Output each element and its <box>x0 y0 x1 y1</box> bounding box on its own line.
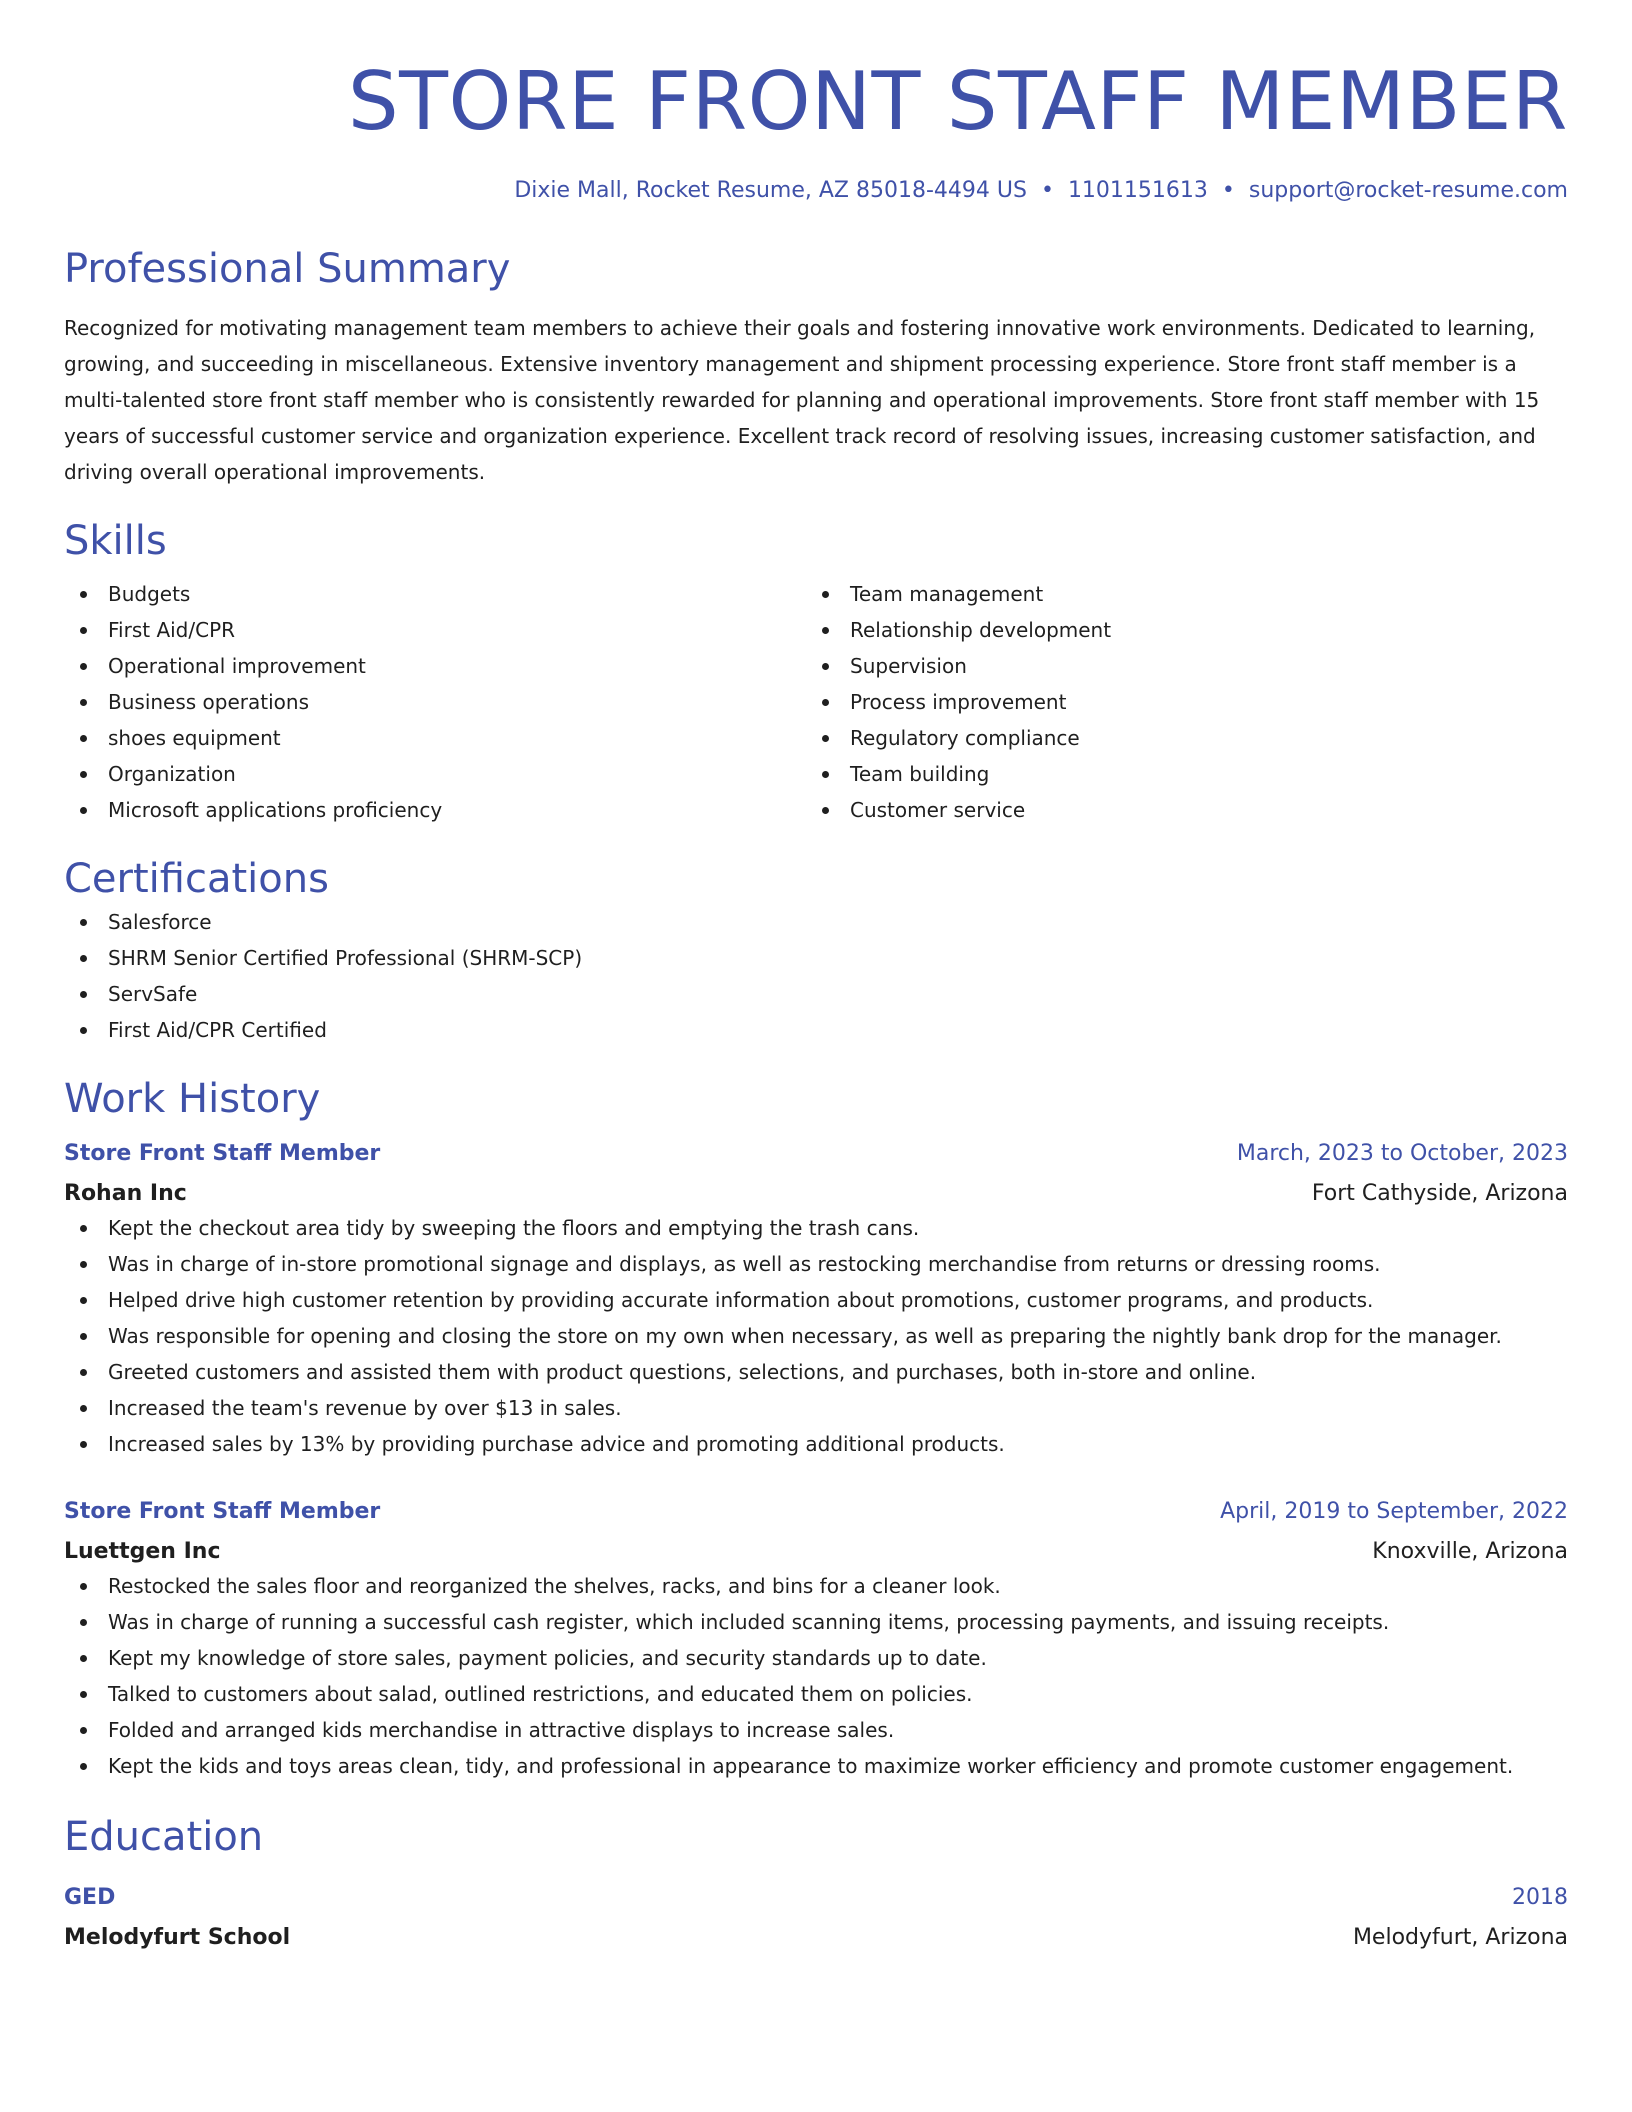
job-entry <box>64 1138 1568 1462</box>
candidate-name: STORE FRONT STAFF MEMBER <box>347 55 1568 148</box>
education-section <box>64 1812 1568 1954</box>
school-location: Melodyfurt, Arizona <box>1352 1925 1568 1950</box>
skills-list <box>806 576 1548 828</box>
job-location: Knoxville, Arizona <box>1372 1539 1568 1564</box>
skills-grid <box>64 576 1568 828</box>
skill-item: Budgets <box>64 576 806 612</box>
skill-item: Organization <box>64 756 806 792</box>
job-dates: April, 2019 to September, 2022 <box>1220 1499 1568 1524</box>
skill-item: Microsoft applications proficiency <box>64 792 806 828</box>
job-duty-item: Helped drive high customer retention by providing accurate information about promotions, customer programs, and products. <box>64 1282 1568 1318</box>
job-company-row <box>64 1528 1568 1568</box>
job-duty-item: Increased sales by 13% by providing purchase advice and promoting additional products. <box>64 1426 1568 1462</box>
certifications-section <box>64 854 1568 1048</box>
education-school-row <box>64 1914 1568 1954</box>
job-duty-item: Greeted customers and assisted them with product questions, selections, and purchases, both in-store and online. <box>64 1354 1568 1390</box>
separator-dot: • <box>1040 178 1054 203</box>
separator-dot: • <box>1221 178 1235 203</box>
skill-item: Relationship development <box>806 612 1548 648</box>
job-duties-list <box>64 1568 1568 1784</box>
skill-item: First Aid/CPR <box>64 612 806 648</box>
certification-item: First Aid/CPR Certified <box>64 1012 1568 1048</box>
skills-section <box>64 516 1568 828</box>
degree-name: GED <box>64 1885 116 1910</box>
skill-item: Regulatory compliance <box>806 720 1548 756</box>
certification-item: ServSafe <box>64 976 1568 1012</box>
education-heading: Education <box>64 1814 264 1860</box>
job-duty-item: Folded and arranged kids merchandise in attractive displays to increase sales. <box>64 1712 1568 1748</box>
skill-item: Supervision <box>806 648 1548 684</box>
certification-item: SHRM Senior Certified Professional (SHRM-SCP) <box>64 940 1568 976</box>
job-dates: March, 2023 to October, 2023 <box>1236 1141 1568 1166</box>
skill-item: Business operations <box>64 684 806 720</box>
skills-list <box>64 576 806 828</box>
job-duty-item: Kept my knowledge of store sales, payment policies, and security standards up to date. <box>64 1640 1568 1676</box>
job-entry <box>64 1496 1568 1784</box>
contact-line <box>64 176 1568 206</box>
job-header-row <box>64 1138 1568 1170</box>
job-duty-item: Was in charge of running a successful cash register, which included scanning items, processing payments, and issuing receipts. <box>64 1604 1568 1640</box>
job-duty-item: Kept the checkout area tidy by sweeping the floors and emptying the trash cans. <box>64 1210 1568 1246</box>
job-header-row <box>64 1496 1568 1528</box>
skill-item: Customer service <box>806 792 1548 828</box>
job-duty-item: Was responsible for opening and closing the store on my own when necessary, as well as preparing the nightly bank drop for the manager. <box>64 1318 1568 1354</box>
job-duty-item: Restocked the sales floor and reorganized the shelves, racks, and bins for a cleaner look. <box>64 1568 1568 1604</box>
work-history-heading: Work History <box>64 1076 321 1122</box>
education-entry <box>64 1882 1568 1954</box>
job-duty-item: Was in charge of in-store promotional signage and displays, as well as restocking merchandise from returns or dressing rooms. <box>64 1246 1568 1282</box>
summary-text: Recognized for motivating management team members to achieve their goals and fostering innovative work environments. Dedicated to learning, growing, and succeeding in miscellaneous. Extensive inventory management and shipment processing experience. Store front staff member is a multi-talented store front staff member who is consistently rewarded for planning and operational improvements. Store front staff member with 15 years of successful customer service and organization experience. Excellent track record of resolving issues, increasing customer satisfaction, and driving overall operational improvements. <box>64 316 1540 484</box>
phone-text: 1101151613 <box>1067 178 1208 203</box>
certification-item: Salesforce <box>64 904 1568 940</box>
skills-column-right <box>806 576 1548 828</box>
certifications-heading: Certifications <box>64 856 329 902</box>
job-duty-item: Kept the kids and toys areas clean, tidy, and professional in appearance to maximize worker efficiency and promote customer engagement. <box>64 1748 1568 1784</box>
address-text: Dixie Mall, Rocket Resume, AZ 85018-4494 US <box>514 178 1027 203</box>
work-history-section <box>64 1074 1568 1784</box>
job-title: Store Front Staff Member <box>64 1499 381 1524</box>
skill-item: shoes equipment <box>64 720 806 756</box>
school-name: Melodyfurt School <box>64 1925 291 1950</box>
job-duty-item: Talked to customers about salad, outlined restrictions, and educated them on policies. <box>64 1676 1568 1712</box>
education-header-row <box>64 1882 1568 1914</box>
skills-heading: Skills <box>64 518 167 564</box>
summary-section <box>64 244 1568 490</box>
job-company-row <box>64 1170 1568 1210</box>
email-link[interactable]: support@rocket-resume.com <box>1248 178 1568 203</box>
job-location: Fort Cathyside, Arizona <box>1311 1181 1568 1206</box>
resume-header <box>64 0 1568 206</box>
education-year: 2018 <box>1512 1885 1568 1910</box>
job-duties-list <box>64 1210 1568 1462</box>
company-name: Rohan Inc <box>64 1181 187 1206</box>
job-title: Store Front Staff Member <box>64 1141 381 1166</box>
summary-heading: Professional Summary <box>64 246 511 292</box>
job-duty-item: Increased the team's revenue by over $13 in sales. <box>64 1390 1568 1426</box>
skill-item: Process improvement <box>806 684 1548 720</box>
skill-item: Operational improvement <box>64 648 806 684</box>
skill-item: Team building <box>806 756 1548 792</box>
company-name: Luettgen Inc <box>64 1539 221 1564</box>
skill-item: Team management <box>806 576 1548 612</box>
certifications-list <box>64 904 1568 1048</box>
skills-column-left <box>64 576 806 828</box>
